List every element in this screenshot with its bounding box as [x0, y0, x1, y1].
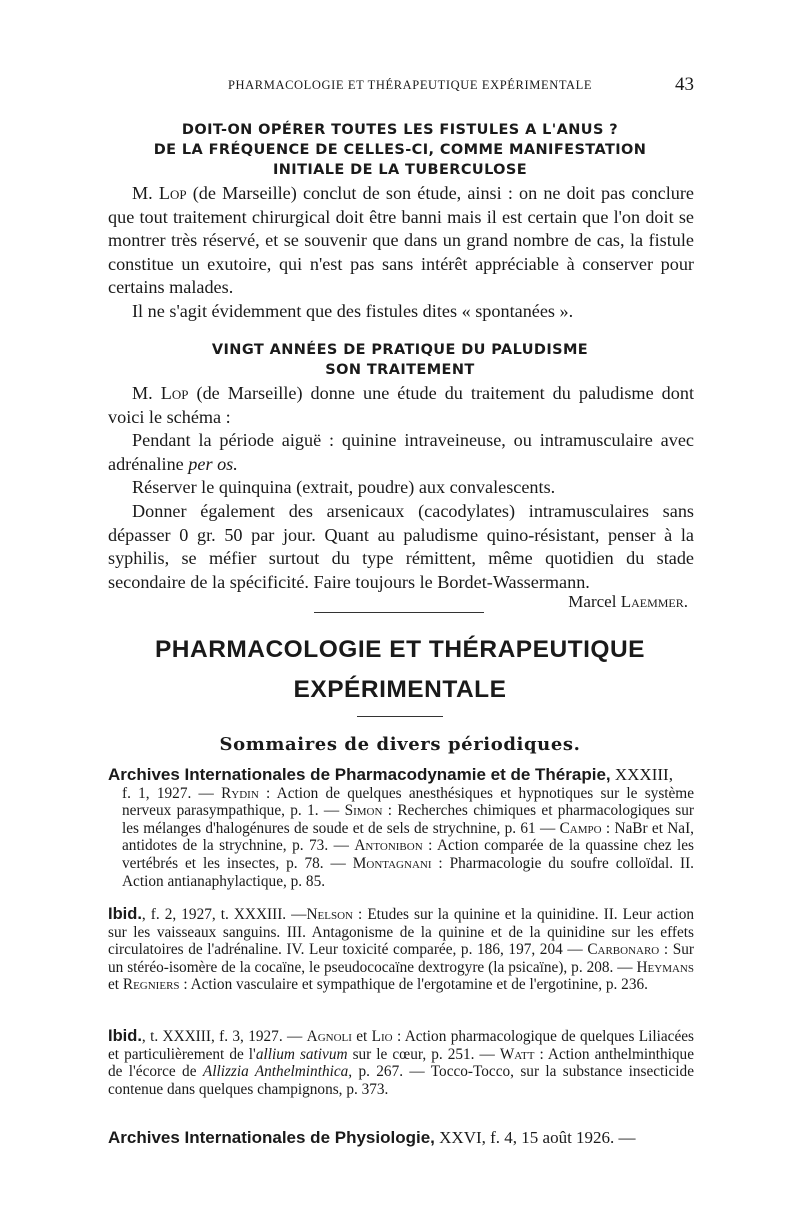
italic-text: Allizzia Anthelminthica, — [202, 1063, 353, 1081]
ibid-label: Ibid. — [108, 905, 142, 923]
entry-text: f. 1, 1927. — — [122, 784, 222, 802]
article2-paragraph — [108, 429, 694, 476]
entry-body — [108, 1028, 694, 1098]
entry-text: , t. XXXIII, f. 3, 1927. — — [141, 1028, 307, 1045]
journal-title: Archives Internationales de Pharmacodynamie et de Thérapie, — [108, 765, 611, 784]
periodical-entry — [108, 906, 694, 994]
italic-text: allium sativum — [255, 1045, 348, 1063]
signature-first-name: Marcel — [568, 592, 621, 611]
text-prefix: M. — [132, 383, 161, 403]
author-name: Simon — [344, 802, 383, 820]
entry-text: : Action comparée de la quassine chez les vertébrés et les insectes, p. 78. — — [122, 837, 694, 872]
running-head-title: PHARMACOLOGIE ET THÉRAPEUTIQUE EXPÉRIMENTALE — [228, 78, 593, 92]
article2-heading — [100, 340, 700, 380]
article2-body — [108, 382, 694, 594]
text-prefix: M. — [132, 183, 159, 203]
signature — [568, 592, 688, 612]
article1-heading-line: DE LA FRÉQUENCE DE CELLES-CI, COMME MANIFESTATION — [153, 142, 647, 158]
author-name: Watt — [499, 1045, 535, 1063]
page-number: 43 — [675, 74, 694, 95]
entry-text: , f. 2, 1927, t. XXXIII. — — [141, 906, 307, 923]
author-name: Campo — [559, 819, 602, 837]
author-name: Rydin — [221, 784, 259, 802]
author-name: Antonibon — [354, 837, 423, 855]
italic-text: per os. — [188, 453, 238, 474]
entry-body — [108, 906, 694, 994]
article2-heading-line: SON TRAITEMENT — [325, 362, 475, 378]
entry-text: : Action vasculaire et sympathique de l'ergotamine et de l'ergotinine, p. 236. — [179, 976, 648, 994]
entry-text: : Recherches chimiques et pharmacologiques sur les mélanges d'halogénures de soude et de sels de strychnine, p. 61 — — [122, 802, 694, 837]
entry-text: et — [351, 1028, 372, 1045]
entry-text: : Sur un stéréo-isomère de la cocaïne, le pseudococaïne dextrogyre (la psicaïne), p. 208. — — [108, 941, 694, 976]
periodical-entry — [108, 1128, 694, 1148]
entry-text: XXVI, f. 4, 15 août 1926. — — [434, 1128, 636, 1147]
entry-text: sur le cœur, p. 251. — — [347, 1045, 500, 1063]
periodical-entry — [108, 766, 694, 890]
journal-title: Archives Internationales de Physiologie, — [108, 1128, 435, 1147]
author-name: Carbonaro — [587, 941, 660, 959]
article1-heading-line: INITIALE DE LA TUBERCULOSE — [272, 162, 528, 178]
ibid-label: Ibid. — [108, 1027, 142, 1045]
signature-last-name: Laemmer. — [620, 592, 688, 611]
author-name: Heymans — [636, 958, 694, 976]
article1-heading — [100, 120, 700, 180]
entry-text: et — [108, 976, 123, 994]
section-title-line2: EXPÉRIMENTALE — [293, 676, 507, 703]
author-name: Regniers — [122, 976, 180, 994]
periodical-entry — [108, 1028, 694, 1098]
section-subtitle: Sommaires de divers périodiques. — [219, 734, 581, 755]
author-name: Montagnani — [352, 854, 432, 872]
author-name: Lop — [158, 183, 187, 203]
entry-body — [108, 785, 694, 891]
article2-paragraph: Donner également des arsenicaux (cacodylates) intramusculaires sans dépasser 0 gr. 50 par jour. Quant au paludisme quino-résistant, penser à la syphilis, se méfier surtout du type rémittent, même quotidien du stade secondaire de la spécificité. Faire toujours le Bordet-Wassermann. — [108, 500, 694, 592]
entry-text: : Action anthelminthique de l'écorce de — [108, 1045, 694, 1081]
article2-heading-line: VINGT ANNÉES DE PRATIQUE DU PALUDISME — [211, 342, 589, 358]
section-divider — [314, 612, 484, 613]
section-title-line1: PHARMACOLOGIE ET THÉRAPEUTIQUE — [154, 636, 646, 663]
author-name: Agnoli — [306, 1028, 352, 1045]
article2-paragraph — [108, 382, 694, 429]
entry-text: : Etudes sur la quinine et la quinidine. II. Leur action sur les vaisseaux sanguins. III. Antagonisme de la quinine et de la quinidine sur les effets circulatoires de l'adrénaline. IV. Leur toxicité comparée, p. 186, 197, 204 — — [108, 906, 694, 959]
article1-heading-line: DOIT-ON OPÉRER TOUTES LES FISTULES A L'ANUS ? — [181, 122, 619, 138]
article1-paragraph — [108, 182, 694, 300]
author-name: Nelson — [306, 906, 353, 923]
entry-text: : Pharmacologie du soufre colloïdal. II. Action antianaphylactique, p. 85. — [122, 854, 694, 890]
article1-paragraph: Il ne s'agit évidemment que des fistules dites « spontanées ». — [132, 300, 574, 321]
entry-text: : NaBr et NaI, antidotes de la strychnine, p. 73. — — [122, 819, 694, 855]
paragraph-text: (de Marseille) donne une étude du traitement du paludisme dont voici le schéma : — [108, 383, 695, 427]
entry-text: : Action de quelques anesthésiques et hypnotiques sur le système nerveux parasympathique, p. 1. — — [122, 784, 694, 820]
author-name: Lop — [160, 383, 189, 403]
paragraph-text: Pendant la période aiguë : quinine intraveineuse, ou intramusculaire avec adrénaline — [108, 430, 694, 474]
entry-title-line — [108, 766, 694, 785]
entry-text: : Action pharmacologique de quelques Liliacées et particulièrement de l' — [108, 1028, 694, 1063]
journal-volume: XXXIII, — [610, 765, 673, 784]
title-underline — [357, 716, 443, 717]
article1-body — [108, 182, 694, 324]
entry-text: p. 267. — Tocco-Tocco, sur la substance insecticide contenue dans quelques champignons, p. 373. — [108, 1063, 694, 1098]
author-name: Lio — [371, 1028, 393, 1045]
paragraph-text: (de Marseille) conclut de son étude, ainsi : on ne doit pas conclure que tout traitement chirurgical doit être banni mais il est certain que l'on doit se montrer très réservé, et se souvenir que dans un grand nombre de cas, la fistule constitue un exutoire, qui n'est pas sans intérêt appréciable à conserver pour certains malades. — [108, 183, 695, 298]
article2-paragraph: Réserver le quinquina (extrait, poudre) aux convalescents. — [132, 477, 556, 498]
